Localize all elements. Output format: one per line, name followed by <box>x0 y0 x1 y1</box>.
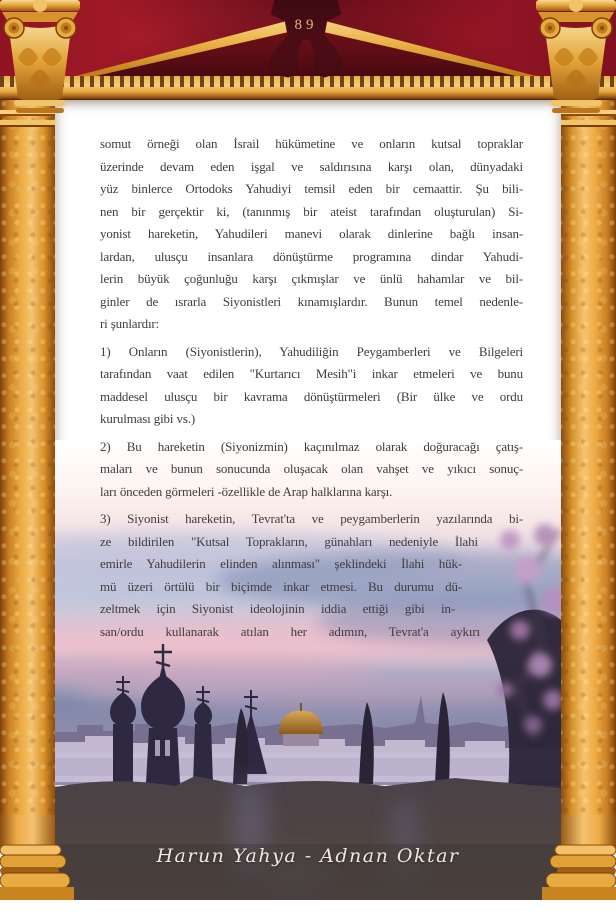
text-line: tarafından vaat edilen "Kurtarıcı Mesih"i inkar etmeleri ve bunu <box>100 366 523 381</box>
paragraph <box>100 341 523 431</box>
text-line: nen bir gerçektir ki, (tanınmış bir ateist tarafından oluşturulan) Si- <box>100 203 523 219</box>
text-line: maları ve bunun sonucunda oluşacak olan vahşet ve yıkıcı sonuç- <box>100 461 523 476</box>
body-text <box>100 133 523 648</box>
text-line: san/ordu kullanarak atılan her adımın, Tevrat'a aykırı <box>100 623 480 639</box>
text-line: yonist hareketin, Yahudileri manevi olarak dinlerine bağlı insan- <box>100 226 523 241</box>
text-line: zeltmek için Siyonist ideolojinin iddia ettiği gibi in- <box>100 601 455 616</box>
text-line: ginler de ısrarla Siyonistleri kınamışlardır. Bunun temel nedenle- <box>100 293 523 309</box>
text-line: ri şunlardır: <box>100 316 160 331</box>
top-frame <box>0 0 616 100</box>
text-line: 3) Siyonist hareketin, Tevrat'ta ve peygamberlerin yazılarında bi- <box>100 511 523 526</box>
left-column-shaft <box>0 100 55 830</box>
text-line: ze bildirilen "Kutsal Toprakların, günahları nedeniyle İlahi <box>100 533 478 549</box>
text-line: ları önceden görmeleri -özellikle de Arap halklarına karşı. <box>100 483 393 499</box>
text-line: üzerinde devam eden işgal ve saldırısına karşı olan, dünyadaki <box>100 158 523 174</box>
text-line: somut örneği olan İsrail hükümetine ve onların kutsal topraklar <box>100 136 523 151</box>
page-body <box>55 100 561 900</box>
text-line: 1) Onların (Siyonistlerin), Yahudiliğin Peygamberleri ve Bilgeleri <box>100 343 523 359</box>
footer-author: Harun Yahya - Adnan Oktar <box>156 845 460 867</box>
right-column-base <box>541 815 616 905</box>
text-line: emirle Yahudilerin elinden alınması" şeklindeki İlahi hük- <box>100 556 462 571</box>
text-line: kurulması gibi vs.) <box>100 411 196 426</box>
text-line: 2) Bu hareketin (Siyonizmin) kaçınılmaz olarak doğuracağı çatış- <box>100 438 523 454</box>
paragraph <box>100 436 523 504</box>
page-number: 89 <box>294 17 318 33</box>
left-column-capital <box>0 0 80 135</box>
right-column-shaft <box>561 100 616 830</box>
left-column-base <box>0 815 75 905</box>
bottom-margin <box>0 900 616 912</box>
text-line: yüz binlerce Ortodoks Yahudiyi temsil eden bir cemaattir. Şu bili- <box>100 181 523 196</box>
text-line: lerin büyük çoğunluğu karşı çıkmışlar ve ünlü hahamlar ve bil- <box>100 271 523 286</box>
right-column-capital <box>536 0 616 135</box>
paragraph <box>100 133 523 336</box>
text-line: lardan, ulusçu insanlara dönüştürme programına dindar Yahudi- <box>100 248 523 264</box>
text-line: mü üzeri örtülü bir biçimde inkar etmesi. Bu durumu dü- <box>100 578 462 594</box>
entablature-cornice <box>0 76 616 100</box>
paragraph <box>100 508 523 643</box>
text-line: maddesel ulusçu bir kavrama dönüştürmeleri (Bir ülke ve ordu <box>100 388 523 404</box>
